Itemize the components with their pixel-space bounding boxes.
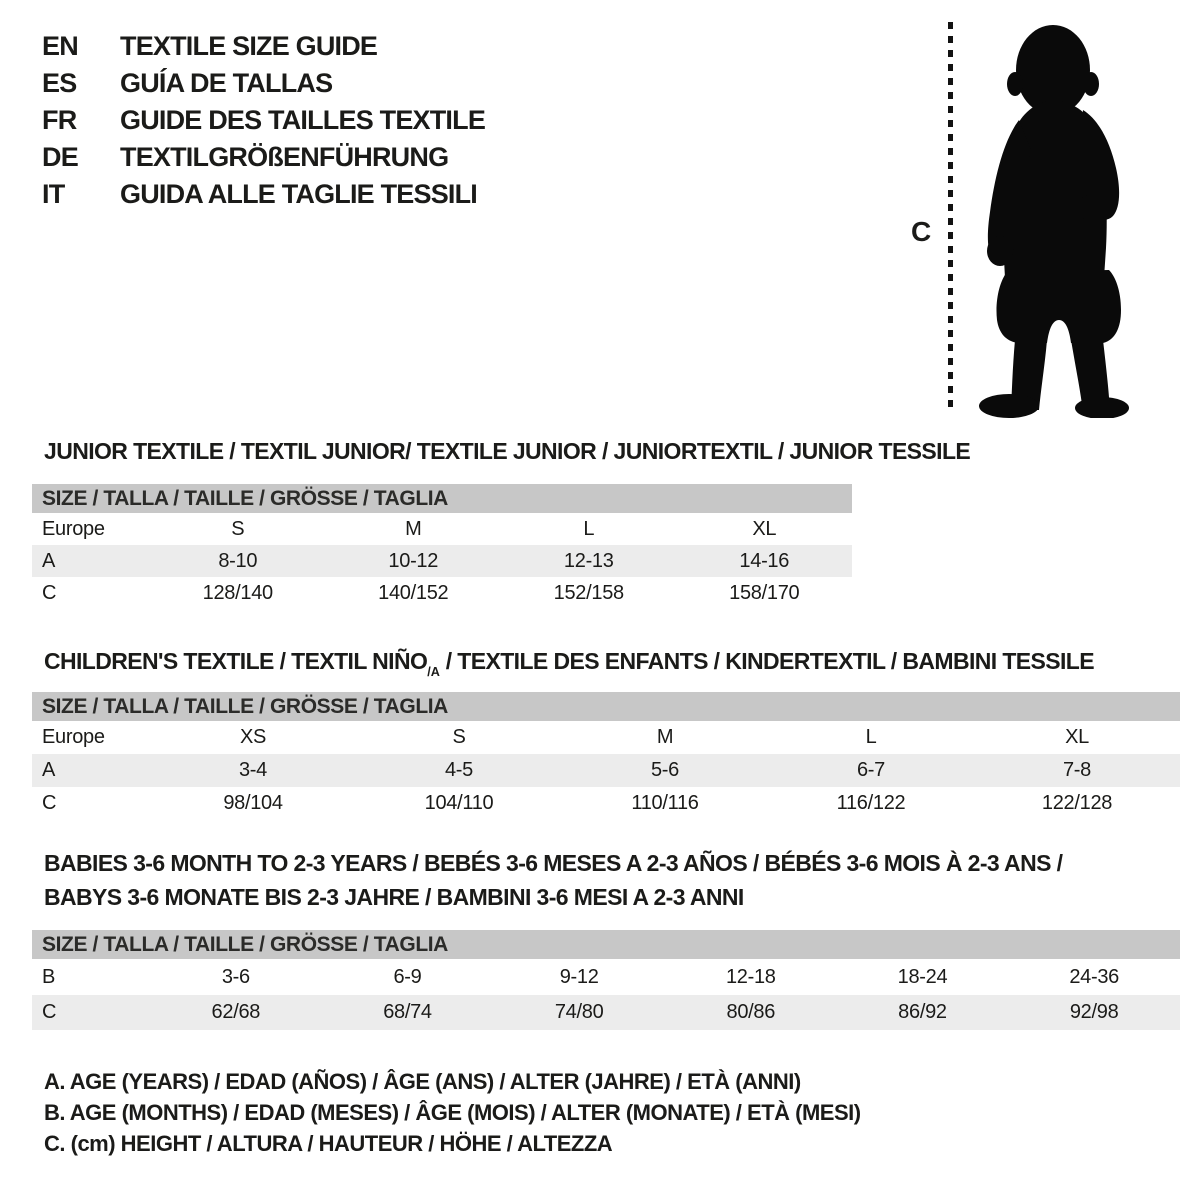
height-measure-label: C — [911, 216, 932, 247]
table-row — [32, 787, 1180, 820]
value-cell: 140/152 — [378, 581, 449, 604]
value-cell: M — [656, 726, 674, 748]
row-label-cell: C — [42, 1001, 57, 1023]
value-cell: 68/74 — [383, 1001, 432, 1023]
table-row — [32, 721, 1180, 754]
legend-line-age-months: B. AGE (MONTHS) / EDAD (MESES) / ÂGE (MOIS) / ALTER (MONATE) / ETÀ (MESI) — [44, 1100, 861, 1125]
value-cell: XS — [239, 726, 267, 748]
language-code: FR — [42, 105, 77, 135]
language-row-en — [42, 28, 485, 65]
children-title-main: CHILDREN'S TEXTILE / TEXTIL NIÑO — [44, 648, 428, 675]
height-dashed-line-icon — [948, 22, 953, 414]
children-title-sub: /A — [427, 664, 440, 679]
row-label-cell: Europe — [42, 726, 105, 748]
value-cell: 116/122 — [836, 792, 906, 814]
value-cell: 80/86 — [726, 1001, 776, 1023]
measurement-legend — [44, 1066, 861, 1159]
language-code: EN — [42, 31, 78, 61]
table-row — [32, 754, 1180, 787]
value-cell: 128/140 — [202, 581, 273, 604]
value-cell: S — [452, 726, 466, 748]
row-label-cell: Europe — [42, 517, 105, 540]
legend-line-age-years: A. AGE (YEARS) / EDAD (AÑOS) / ÂGE (ANS) / ALTER (JAHRE) / ETÀ (ANNI) — [44, 1069, 801, 1094]
value-cell: 92/98 — [1069, 1001, 1119, 1023]
value-cell: 14-16 — [739, 549, 790, 572]
table-row — [32, 513, 852, 545]
value-cell: L — [583, 517, 595, 540]
language-code: ES — [42, 68, 77, 98]
value-cell: 3-4 — [238, 759, 267, 781]
value-cell: 158/170 — [729, 581, 800, 604]
language-row-fr — [42, 102, 485, 139]
value-cell: 9-12 — [559, 966, 599, 988]
value-cell: XL — [752, 517, 777, 540]
value-cell: 74/80 — [554, 1001, 604, 1023]
language-code: IT — [42, 179, 65, 209]
babies-size-header: SIZE / TALLA / TAILLE / GRÖSSE / TAGLIA — [32, 930, 1180, 959]
toddler-silhouette-icon — [965, 20, 1140, 418]
legend-line-height: C. (cm) HEIGHT / ALTURA / HAUTEUR / HÖHE / ALTEZZA — [44, 1131, 613, 1156]
value-cell: 86/92 — [898, 1001, 947, 1023]
language-row-es — [42, 65, 485, 102]
value-cell: 12-18 — [725, 966, 776, 988]
babies-section-title-line2: BABYS 3-6 MONATE BIS 2-3 JAHRE / BAMBINI 3-6 MESI A 2-3 ANNI — [44, 884, 744, 911]
junior-size-header: SIZE / TALLA / TAILLE / GRÖSSE / TAGLIA — [32, 484, 852, 513]
language-code: DE — [42, 142, 78, 172]
height-figure — [905, 18, 1160, 422]
language-header — [42, 28, 485, 213]
junior-section-title: JUNIOR TEXTILE / TEXTIL JUNIOR/ TEXTILE JUNIOR / JUNIORTEXTIL / JUNIOR TESSILE — [44, 438, 971, 465]
row-label-cell: B — [42, 966, 56, 988]
value-cell: 122/128 — [1041, 792, 1113, 814]
value-cell: 152/158 — [553, 581, 624, 604]
row-label-cell: C — [42, 581, 57, 604]
children-size-header: SIZE / TALLA / TAILLE / GRÖSSE / TAGLIA — [32, 692, 1180, 721]
value-cell: L — [865, 726, 877, 748]
language-row-it — [42, 176, 485, 213]
table-row — [32, 995, 1180, 1030]
language-guide-title: TEXTILGRÖßENFÜHRUNG — [120, 142, 449, 172]
value-cell: 10-12 — [388, 549, 439, 572]
table-row — [32, 960, 1180, 995]
value-cell: XL — [1065, 726, 1089, 748]
language-guide-title: GUIDE DES TAILLES TEXTILE — [120, 105, 486, 135]
value-cell: S — [231, 517, 245, 540]
row-label-cell: A — [42, 549, 56, 572]
language-guide-title: GUÍA DE TALLAS — [120, 68, 333, 98]
value-cell: 7-8 — [1062, 759, 1091, 781]
junior-size-table — [32, 513, 852, 609]
language-guide-title: TEXTILE SIZE GUIDE — [120, 31, 378, 61]
value-cell: 24-36 — [1069, 966, 1119, 988]
children-size-table — [32, 721, 1180, 820]
value-cell: 98/104 — [223, 792, 283, 814]
babies-size-table — [32, 960, 1180, 1030]
value-cell: 6-9 — [393, 966, 422, 988]
language-guide-title: GUIDA ALLE TAGLIE TESSILI — [120, 179, 477, 209]
language-row-de — [42, 139, 485, 176]
value-cell: 3-6 — [221, 966, 250, 988]
row-label-cell: C — [42, 792, 57, 814]
babies-section-title-line1: BABIES 3-6 MONTH TO 2-3 YEARS / BEBÉS 3-6 MESES A 2-3 AÑOS / BÉBÉS 3-6 MOIS À 2-3 ANS / — [44, 850, 1063, 877]
value-cell: 8-10 — [218, 549, 258, 572]
value-cell: 12-13 — [563, 549, 614, 572]
value-cell: M — [405, 517, 422, 540]
children-section-title — [44, 648, 1094, 678]
children-title-rest: / TEXTILE DES ENFANTS / KINDERTEXTIL / BAMBINI TESSILE — [439, 648, 1095, 675]
value-cell: 6-7 — [856, 759, 885, 781]
value-cell: 4-5 — [444, 759, 473, 781]
table-row — [32, 577, 852, 609]
value-cell: 18-24 — [897, 966, 948, 988]
row-label-cell: A — [42, 759, 56, 781]
value-cell: 5-6 — [650, 759, 679, 781]
table-row — [32, 545, 852, 577]
value-cell: 62/68 — [211, 1001, 261, 1023]
value-cell: 110/116 — [631, 792, 699, 814]
value-cell: 104/110 — [424, 792, 494, 814]
